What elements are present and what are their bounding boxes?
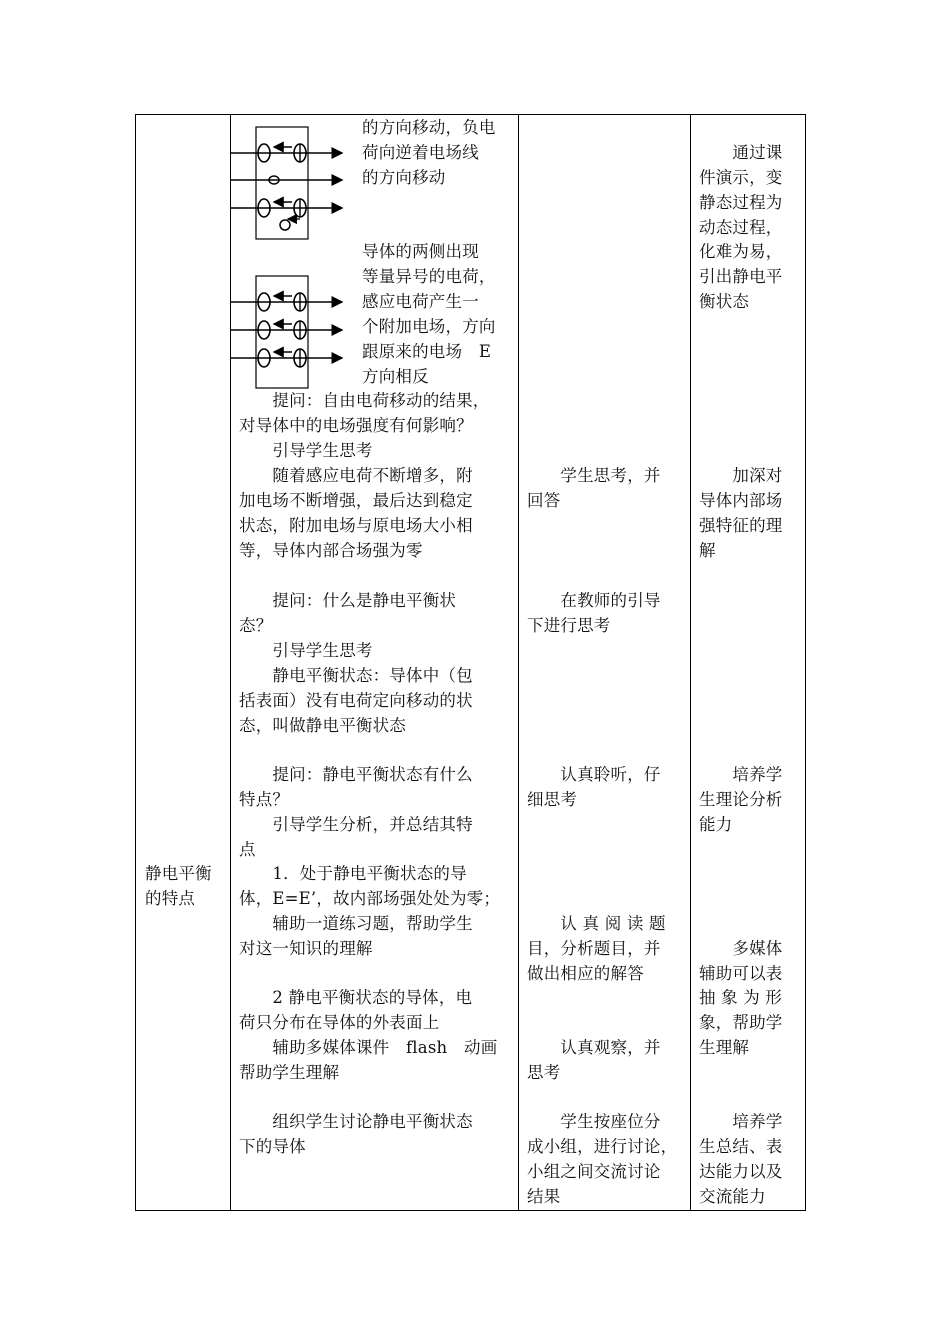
student-text-line: 做出相应的解答 (527, 964, 644, 983)
teacher-text-line: 提问：静电平衡状态有什么 (239, 765, 473, 784)
intent-text-line: 抽 象 为 形 (699, 988, 783, 1007)
intent-text-line: 强特征的理 (699, 516, 783, 535)
intent-text-line: 辅助可以表 (699, 964, 783, 983)
teacher-text-line: 下的导体 (239, 1137, 306, 1156)
teacher-text-line: 辅助多媒体课件 flash 动画 (239, 1038, 498, 1057)
intent-text-line: 化难为易， (699, 242, 783, 261)
intent-text-line: 加深对 (699, 466, 783, 485)
student-text-line: 在教师的引导 (527, 591, 661, 610)
student-text-line: 细思考 (527, 790, 578, 809)
intent-text-line: 达能力以及 (699, 1162, 783, 1181)
teacher-text-line: 2 静电平衡状态的导体，电 (239, 988, 473, 1007)
teacher-text-line: 态？ (239, 616, 273, 635)
teacher-text-line: 提问：自由电荷移动的结果， (239, 391, 490, 410)
intent-text-line: 解 (699, 541, 716, 560)
teacher-text-line: 等，导体内部合场强为零 (239, 541, 423, 560)
intent-text-line: 引出静电平 (699, 267, 783, 286)
teacher-text-line: 提问：什么是静电平衡状 (239, 591, 457, 610)
intent-text-line: 导体内部场 (699, 491, 783, 510)
student-text-line: 回答 (527, 491, 561, 510)
intent-text-line: 生理论分析 (699, 790, 783, 809)
section-label-line: 静电平衡 (145, 864, 212, 883)
teacher-text-line: 点 (239, 840, 256, 859)
figure-caption-line: 等量异号的电荷， (362, 267, 496, 286)
teacher-text-line: 引导学生分析，并总结其特 (239, 815, 473, 834)
teacher-text-line: 状态，附加电场与原电场大小相 (239, 516, 473, 535)
figure-caption-line: 跟原来的电场 E (362, 342, 492, 361)
column-divider (518, 115, 519, 1210)
figure-caption-line: 的方向移动 (362, 168, 446, 187)
teacher-text-line: 1．处于静电平衡状态的导 (239, 864, 467, 883)
section-label-line: 的特点 (145, 889, 196, 908)
teacher-text-line: 辅助一道练习题，帮助学生 (239, 914, 473, 933)
student-text-line: 学生思考，并 (527, 466, 661, 485)
intent-text-line: 能力 (699, 815, 733, 834)
intent-text-line: 培养学 (699, 765, 783, 784)
column-divider (690, 115, 691, 1210)
student-text-line: 思考 (527, 1063, 561, 1082)
intent-text-line: 件演示，变 (699, 168, 783, 187)
teacher-text-line: 静电平衡状态：导体中（包 (239, 666, 473, 685)
student-text-line: 认真聆听，仔 (527, 765, 661, 784)
student-text-line: 结果 (527, 1187, 561, 1206)
figure-caption-line: 的方向移动，负电 (362, 118, 496, 137)
intent-text-line: 生总结、表 (699, 1137, 783, 1156)
figure-caption-line: 个附加电场，方向 (362, 317, 496, 336)
student-text-line: 下进行思考 (527, 616, 611, 635)
student-text-line: 小组之间交流讨论 (527, 1162, 661, 1181)
teacher-text-line: 对这一知识的理解 (239, 939, 373, 958)
teacher-text-line: 组织学生讨论静电平衡状态 (239, 1112, 473, 1131)
teacher-text-line: 引导学生思考 (239, 641, 373, 660)
teacher-text-line: 特点？ (239, 790, 290, 809)
figure-caption-line: 导体的两侧出现 (362, 242, 479, 261)
intent-text-line: 静态过程为 (699, 193, 783, 212)
figure-caption-line: 感应电荷产生一 (362, 292, 479, 311)
teacher-text-line: 括表面）没有电荷定向移动的状 (239, 691, 473, 710)
intent-text-line: 衡状态 (699, 292, 750, 311)
figure-caption-line: 荷向逆着电场线 (362, 143, 479, 162)
teacher-text-line: 对导体中的电场强度有何影响？ (239, 416, 473, 435)
teacher-text-line: 引导学生思考 (239, 441, 373, 460)
student-text-line: 认真观察，并 (527, 1038, 661, 1057)
intent-text-line: 交流能力 (699, 1187, 766, 1206)
intent-text-line: 象，帮助学 (699, 1013, 783, 1032)
student-text-line: 学生按座位分 (527, 1112, 661, 1131)
teacher-text-line: 态，叫做静电平衡状态 (239, 716, 406, 735)
teacher-text-line: 体，E=E’，故内部场强处处为零； (239, 889, 501, 908)
teacher-text-line: 帮助学生理解 (239, 1063, 340, 1082)
student-text-line: 认 真 阅 读 题 (527, 914, 666, 933)
intent-text-line: 通过课 (699, 143, 783, 162)
intent-text-line: 动态过程， (699, 218, 783, 237)
intent-text-line: 培养学 (699, 1112, 783, 1131)
figure-caption-line: 方向相反 (362, 367, 429, 386)
teacher-text-line: 随着感应电荷不断增多，附 (239, 466, 473, 485)
teacher-text-line: 荷只分布在导体的外表面上 (239, 1013, 440, 1032)
intent-text-line: 生理解 (699, 1038, 750, 1057)
conductor-field-diagram-2 (230, 272, 360, 392)
conductor-field-diagram-1 (230, 122, 360, 244)
intent-text-line: 多媒体 (699, 939, 783, 958)
teacher-text-line: 加电场不断增强，最后达到稳定 (239, 491, 473, 510)
student-text-line: 目，分析题目，并 (527, 939, 661, 958)
student-text-line: 成小组，进行讨论， (527, 1137, 678, 1156)
